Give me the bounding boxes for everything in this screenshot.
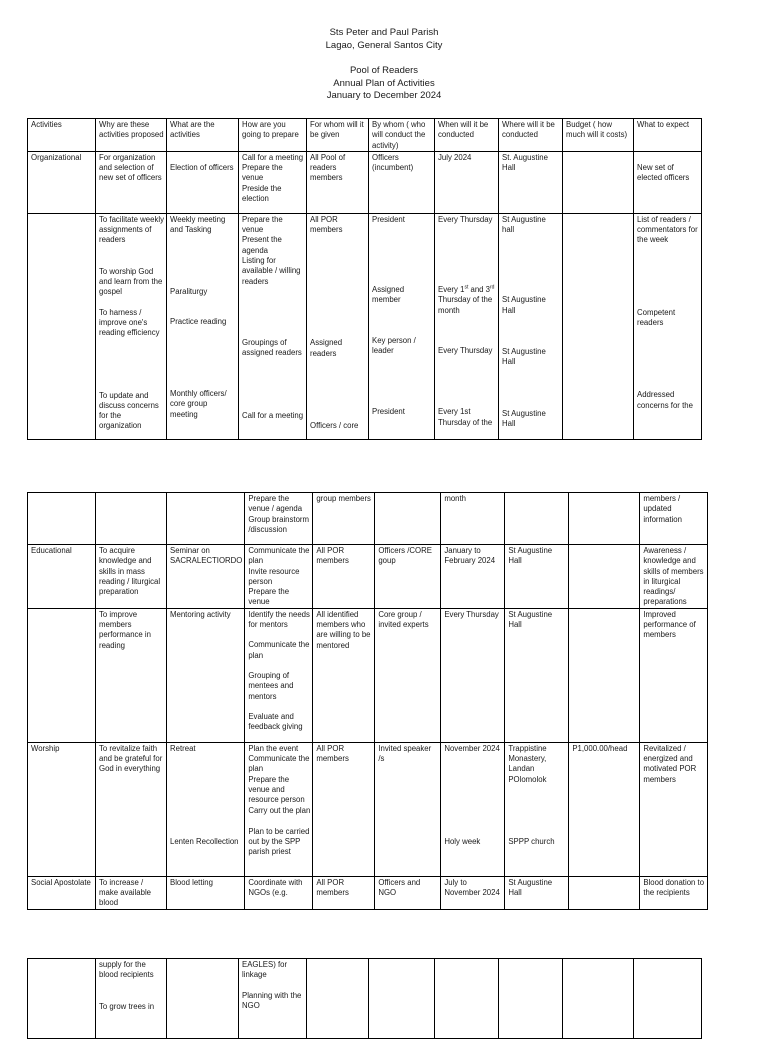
cell-by: Officers (incumbent)	[369, 151, 435, 213]
table-row-social-apostolate-continued	[28, 959, 702, 1039]
cell-what: Seminar on SACRALECTIORDO	[167, 545, 245, 609]
why-item: To grow trees in	[99, 1001, 155, 1011]
how-step: Preside the election	[242, 183, 282, 204]
cell-budget	[569, 608, 640, 742]
cell-what	[167, 151, 239, 213]
how-step: Present the agenda	[242, 235, 282, 255]
how-step: Prepare the venue	[242, 163, 283, 183]
cell-how	[239, 959, 307, 1039]
where-item: St Augustine Hall	[502, 408, 546, 428]
where-item: Trappistine Monastery, Landan POlomolok	[508, 743, 547, 784]
activity-category: Educational	[28, 545, 96, 609]
table-row-organizational-activities	[28, 213, 702, 439]
why-item: To worship God and learn from the gospel	[99, 266, 163, 297]
cell-by: Officers /CORE goup	[375, 545, 441, 609]
cell-budget	[569, 876, 640, 909]
how-step: Call for a meeting	[242, 152, 304, 162]
column-header: For whom will it be given	[307, 119, 369, 152]
parish-name: Sts Peter and Paul Parish	[329, 27, 439, 38]
plan-table-part-1	[27, 118, 702, 440]
cell-what: Blood letting	[167, 876, 245, 909]
cell-how	[239, 151, 307, 213]
cell-expect: Improved performance of members	[640, 608, 708, 742]
where-item: SPPP church	[508, 836, 555, 846]
cell-budget: P1,000.00/head	[569, 742, 640, 876]
cell-where: St Augustine Hall	[505, 876, 569, 909]
why-item: To harness / improve one's reading efficiency	[99, 307, 160, 338]
cell-where: St Augustine Hall	[505, 608, 569, 742]
whom-item: All POR members	[310, 214, 343, 235]
cell-when: July to November 2024	[441, 876, 505, 909]
cell-whom: All identified members who are willing to be mentored	[313, 608, 375, 742]
cell-why	[96, 959, 167, 1039]
where-item: St Augustine hall	[502, 214, 546, 235]
how-step: Communicate the plan	[248, 754, 310, 774]
expect-item: Addressed concerns for the	[637, 390, 693, 410]
document-header	[0, 27, 768, 103]
cell-why: To revitalize faith and be grateful for God in everything	[96, 742, 167, 876]
activity-category: Social Apostolate	[28, 876, 96, 909]
how-step: Communicate the plan	[248, 640, 310, 660]
cell-expect	[634, 151, 702, 213]
plan-title: Annual Plan of Activities	[333, 77, 435, 89]
cell-how	[245, 742, 313, 876]
how-step: Invite resource person	[248, 566, 300, 586]
cell-whom	[307, 213, 369, 439]
how-step: Listing for available / willing readers	[242, 256, 301, 286]
what-item: Practice reading	[170, 316, 227, 326]
how-step: Grouping of mentees and mentors	[248, 670, 294, 701]
cell-when: January to February 2024	[441, 545, 505, 609]
cell-by	[369, 213, 435, 439]
table-row-educational	[28, 545, 708, 609]
cell-when	[441, 742, 505, 876]
table-row-organizational	[28, 151, 702, 213]
plan-table-part-2	[27, 492, 708, 910]
what-item: Lenten Recollection	[170, 837, 239, 847]
column-header: When will it be conducted	[435, 119, 499, 152]
cell-budget	[563, 213, 634, 439]
how-step: Carry out the plan	[248, 805, 311, 815]
plan-table-part-3	[27, 958, 702, 1039]
cell-when: Every Thursday	[441, 608, 505, 742]
when-item: Holy week	[444, 837, 481, 847]
cell-expect: Revitalized / energized and motivated POR members	[640, 742, 708, 876]
activity-category: Organizational	[28, 151, 96, 213]
cell-expect	[634, 213, 702, 439]
how-step: Groupings of assigned readers	[242, 337, 302, 358]
what-item: Retreat	[170, 743, 196, 753]
how-step: Call for a meeting	[242, 410, 304, 420]
why-item: supply for the blood recipients	[99, 960, 154, 980]
where-item: St Augustine Hall	[502, 347, 546, 367]
how-step: Prepare the venue and resource person	[248, 774, 305, 805]
cell-when: July 2024	[435, 151, 499, 213]
cell-expect: Awareness / knowledge and skills of members in liturgical readings/ preparations	[640, 545, 708, 609]
cell-why	[96, 213, 167, 439]
by-item: Assigned member	[372, 285, 405, 305]
expect-item: List of readers / commentators for the week	[637, 214, 698, 245]
expect-item: Competent readers	[637, 307, 676, 328]
how-step: Plan to be carried out by the SPP parish priest	[248, 826, 310, 857]
cell-how	[245, 608, 313, 742]
cell-whom: All Pool of readers members	[307, 151, 369, 213]
column-header: Where will it be conducted	[499, 119, 563, 152]
activity-category: Worship	[28, 742, 96, 876]
cell-by: Invited speaker /s	[375, 742, 441, 876]
by-item: President	[372, 407, 405, 417]
how-step: Identify the needs for mentors	[248, 609, 310, 630]
cell-expect-text: New set of elected officers	[637, 162, 690, 183]
cell-whom: group members	[313, 493, 375, 545]
when-item: Every 1st and 3rd Thursday of the month	[438, 284, 495, 315]
cell-whom: All POR members	[313, 545, 375, 609]
cell-by: Officers and NGO	[375, 876, 441, 909]
why-item: To update and discuss concerns for the organization	[99, 390, 159, 431]
cell-how	[239, 213, 307, 439]
parish-location: Lagao, General Santos City	[325, 39, 443, 51]
column-header: Why are these activities proposed	[96, 119, 167, 152]
what-item: Paraliturgy	[170, 287, 208, 297]
cell-budget	[563, 151, 634, 213]
column-header: What to expect	[634, 119, 702, 152]
column-header: Activities	[28, 119, 96, 152]
cell-where	[499, 213, 563, 439]
whom-item: Assigned readers	[310, 338, 343, 358]
how-step: Prepare the venue / agenda	[248, 494, 303, 514]
cell-why: To improve members performance in reading	[96, 608, 167, 742]
cell-budget	[569, 545, 640, 609]
organization-name: Pool of Readers	[349, 65, 419, 76]
cell-where	[505, 742, 569, 876]
cell-why: To acquire knowledge and skills in mass reading / liturgical preparation	[96, 545, 167, 609]
cell-how: Coordinate with NGOs (e.g.	[245, 876, 313, 909]
column-header: By whom ( who will conduct the activity)	[369, 119, 435, 152]
cell-expect: Blood donation to the recipients	[640, 876, 708, 909]
table-row-worship	[28, 742, 708, 876]
when-item: Every Thursday	[438, 214, 493, 224]
cell-where: St. Augustine Hall	[499, 151, 563, 213]
what-item: Weekly meeting and Tasking	[170, 214, 226, 235]
cell-where: St Augustine Hall	[505, 545, 569, 609]
by-item: President	[372, 214, 405, 224]
how-step: Planning with the NGO	[242, 990, 302, 1010]
by-item: Key person / leader	[372, 335, 416, 356]
cell-whom: All POR members	[313, 876, 375, 909]
how-step: Prepare the venue	[248, 587, 290, 607]
table-row-social-apostolate	[28, 876, 708, 909]
cell-why: For organization and selection of new set of officers	[96, 151, 167, 213]
how-step: Prepare the venue	[242, 214, 283, 235]
how-step: Group brainstorm /discussion	[248, 514, 310, 534]
how-step: Communicate the plan	[248, 546, 310, 566]
cell-what: Mentoring activity	[167, 608, 245, 742]
column-header: What are the activities	[167, 119, 239, 152]
cell-how	[245, 493, 313, 545]
cell-what	[167, 742, 245, 876]
plan-period: January to December 2024	[326, 90, 442, 101]
cell-whom: All POR members	[313, 742, 375, 876]
cell-how	[245, 545, 313, 609]
table-header-row	[28, 119, 702, 152]
what-item: Monthly officers/ core group meeting	[170, 389, 227, 419]
why-item: To facilitate weekly assignments of readers	[99, 214, 164, 245]
column-header: Budget ( how much will it costs)	[563, 119, 634, 152]
cell-when	[435, 213, 499, 439]
cell-when: month	[441, 493, 505, 545]
cell-by: Core group / invited experts	[375, 608, 441, 742]
cell-what-text: Election of officers	[170, 162, 234, 172]
column-header: How are you going to prepare	[239, 119, 307, 152]
table-row-mentoring	[28, 608, 708, 742]
where-item: St Augustine Hall	[502, 295, 546, 315]
whom-item: Officers / core	[310, 421, 359, 431]
cell-why: To increase / make available blood	[96, 876, 167, 909]
how-step: Evaluate and feedback giving	[248, 711, 303, 732]
table-row-continued	[28, 493, 708, 545]
how-step: EAGLES) for linkage	[242, 960, 288, 980]
how-step: Plan the event	[248, 743, 299, 753]
when-item: November 2024	[444, 743, 500, 753]
when-item: Every 1st Thursday of the	[438, 407, 493, 427]
when-item: Every Thursday	[438, 346, 493, 356]
activity-category	[28, 213, 96, 439]
cell-expect: members / updated information	[640, 493, 708, 545]
cell-what	[167, 213, 239, 439]
